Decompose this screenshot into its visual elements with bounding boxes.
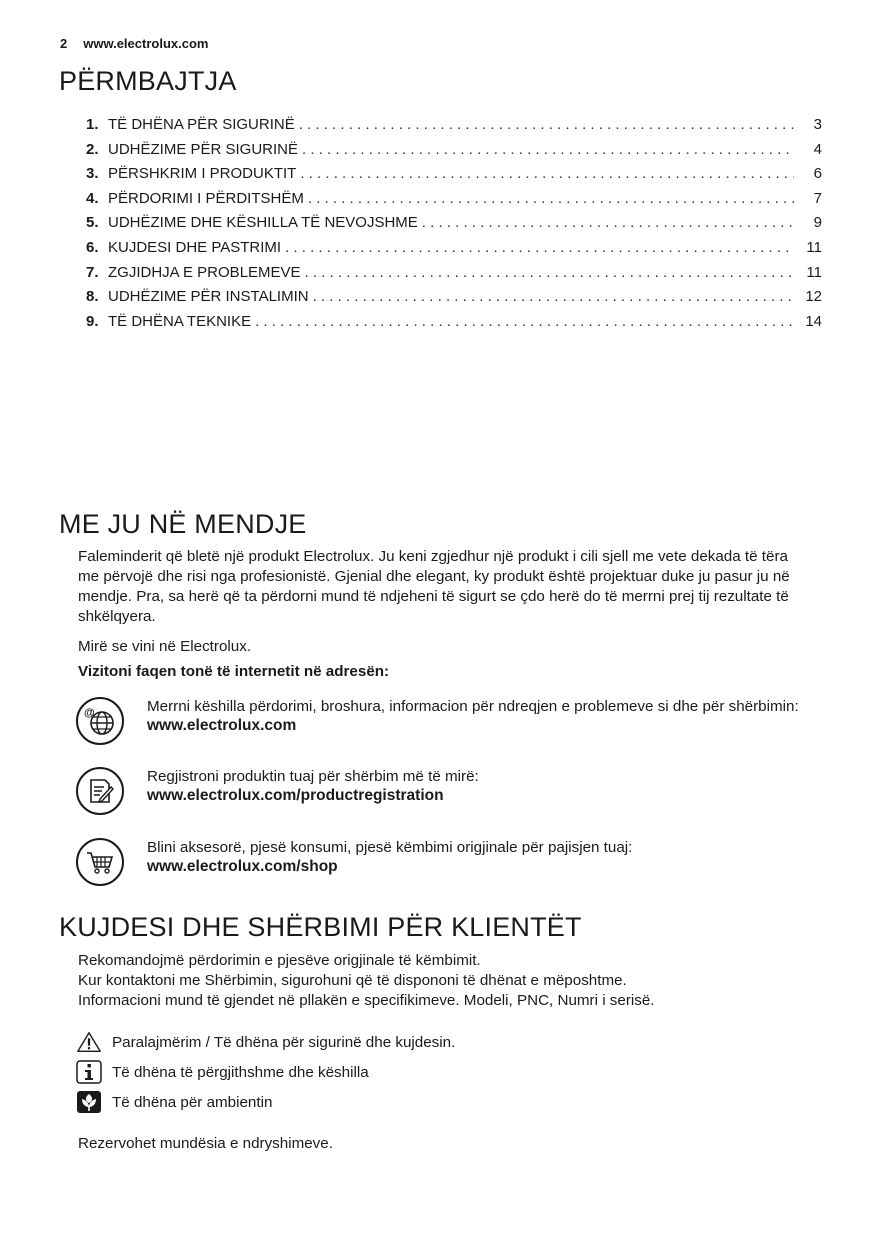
toc-dot-leader bbox=[255, 313, 794, 330]
care-line: Rekomandojmë përdorimin e pjesëve origjinale të këmbimit. bbox=[78, 952, 481, 969]
section-title-mind: ME JU NË MENDJE bbox=[59, 509, 307, 539]
intro-paragraph: Faleminderit që bletë një produkt Electrolux. Ju keni zgjedhur një produkt i cili sjell me vete dekada të tëra me përvojë dhe risi nga profesionistë. Gjenial dhe elegant, ky produkt është projektuar duke ju pasur ju në mendje. Pra, sa herë që ta përdorni mund të ndjeheni të sigurt se çdo herë do të merrni prej tij rezultate të shkëlqyera. bbox=[78, 548, 790, 625]
toc-item[interactable] bbox=[86, 165, 822, 190]
welcome-text: Mirë se vini në Electrolux. bbox=[78, 638, 252, 655]
toc-item-number: 9. bbox=[86, 312, 99, 330]
toc-dot-leader bbox=[422, 214, 794, 231]
care-paragraph bbox=[78, 951, 808, 1011]
toc-item-title: UDHËZIME PËR INSTALIMIN bbox=[108, 288, 309, 306]
toc-item[interactable] bbox=[86, 239, 822, 264]
toc-item-page: 6 bbox=[813, 165, 822, 183]
warning-icon bbox=[76, 1030, 102, 1054]
toc-item-number: 8. bbox=[86, 288, 99, 306]
toc-item-page: 4 bbox=[813, 140, 822, 158]
visit-website-label: Vizitoni faqen tonë të internetit në adresën: bbox=[78, 663, 390, 680]
section-title-care: KUJDESI DHE SHËRBIMI PËR KLIENTËT bbox=[59, 912, 582, 942]
toc-item-title: TË DHËNA PËR SIGURINË bbox=[108, 116, 295, 133]
support-link-row bbox=[76, 697, 816, 745]
toc-item-number: 4. bbox=[86, 189, 99, 207]
page-header bbox=[60, 36, 224, 51]
table-of-contents bbox=[86, 116, 822, 337]
toc-item-title: PËRDORIMI I PËRDITSHËM bbox=[108, 189, 304, 207]
toc-item-number: 3. bbox=[86, 165, 99, 183]
toc-dot-leader bbox=[305, 264, 794, 281]
toc-item-title: UDHËZIME PËR SIGURINË bbox=[108, 140, 299, 158]
toc-dot-leader bbox=[300, 165, 794, 182]
toc-item[interactable] bbox=[86, 214, 822, 239]
toc-item[interactable] bbox=[86, 190, 822, 215]
header-site-link[interactable]: www.electrolux.com bbox=[83, 36, 209, 51]
note-warning bbox=[76, 1030, 455, 1054]
toc-item-title: TË DHËNA TEKNIKE bbox=[108, 312, 252, 330]
toc-item-number: 2. bbox=[86, 140, 99, 158]
toc-title: PËRMBAJTJA bbox=[59, 66, 237, 96]
note-text: Paralajmërim / Të dhëna për sigurinë dhe kujdesin. bbox=[112, 1033, 456, 1051]
shop-link-description: Blini aksesorë, pjesë konsumi, pjesë këmbimi origjinale për pajisjen tuaj: bbox=[147, 839, 633, 856]
toc-item-number: 5. bbox=[86, 214, 99, 232]
care-line: Informacioni mund të gjendet në pllakën e specifikimeve. Modeli, PNC, Numri i serisë. bbox=[78, 992, 655, 1009]
care-line: Kur kontaktoni me Shërbimin, sigurohuni që të dispononi të dhënat e mëposhtme. bbox=[78, 972, 627, 989]
toc-item-number: 1. bbox=[86, 116, 99, 133]
toc-item[interactable] bbox=[86, 288, 822, 313]
environment-icon bbox=[76, 1090, 102, 1114]
note-text: Të dhëna të përgjithshme dhe këshilla bbox=[112, 1063, 369, 1081]
note-info bbox=[76, 1060, 369, 1084]
toc-item-title: UDHËZIME DHE KËSHILLA TË NEVOJSHME bbox=[108, 214, 418, 232]
toc-dot-leader bbox=[285, 239, 794, 256]
footer-note: Rezervohet mundësia e ndryshimeve. bbox=[78, 1135, 333, 1152]
toc-item-page: 11 bbox=[806, 238, 822, 256]
toc-dot-leader bbox=[299, 116, 794, 133]
toc-item[interactable] bbox=[86, 141, 822, 166]
toc-item-number: 7. bbox=[86, 263, 99, 281]
toc-item-page: 9 bbox=[813, 214, 822, 232]
toc-item-title: KUJDESI DHE PASTRIMI bbox=[108, 238, 282, 256]
toc-item-number: 6. bbox=[86, 238, 99, 256]
toc-dot-leader bbox=[302, 141, 794, 158]
shopping-cart-icon bbox=[76, 838, 124, 886]
registration-link-row bbox=[76, 767, 816, 815]
shop-link-row bbox=[76, 838, 816, 886]
toc-item-page: 14 bbox=[805, 312, 822, 330]
page-number: 2 bbox=[60, 36, 68, 51]
toc-item-page: 3 bbox=[813, 116, 822, 133]
globe-icon bbox=[76, 697, 124, 745]
registration-link-description: Regjistroni produktin tuaj për shërbim më të mirë: bbox=[147, 768, 479, 785]
toc-item-page: 7 bbox=[813, 189, 822, 207]
toc-item[interactable] bbox=[86, 264, 822, 289]
toc-item-page: 12 bbox=[805, 288, 822, 306]
shop-link-url[interactable]: www.electrolux.com/shop bbox=[147, 858, 338, 875]
note-text: Të dhëna për ambientin bbox=[112, 1093, 273, 1111]
support-link-description: Merrni këshilla përdorimi, broshura, informacion për ndreqjen e problemeve si dhe për shërbimin: bbox=[147, 698, 799, 715]
registration-link-url[interactable]: www.electrolux.com/productregistration bbox=[147, 787, 444, 804]
toc-item[interactable] bbox=[86, 116, 822, 141]
svg-text:@: @ bbox=[84, 707, 95, 719]
note-environment bbox=[76, 1090, 272, 1114]
toc-item[interactable] bbox=[86, 313, 822, 338]
support-link-url[interactable]: www.electrolux.com bbox=[147, 717, 297, 734]
toc-dot-leader bbox=[313, 288, 794, 305]
toc-item-title: ZGJIDHJA E PROBLEMEVE bbox=[108, 263, 301, 281]
toc-item-title: PËRSHKRIM I PRODUKTIT bbox=[108, 165, 297, 183]
info-icon bbox=[76, 1060, 102, 1084]
toc-dot-leader bbox=[308, 190, 794, 207]
toc-item-page: 11 bbox=[806, 263, 822, 281]
registration-form-icon bbox=[76, 767, 124, 815]
